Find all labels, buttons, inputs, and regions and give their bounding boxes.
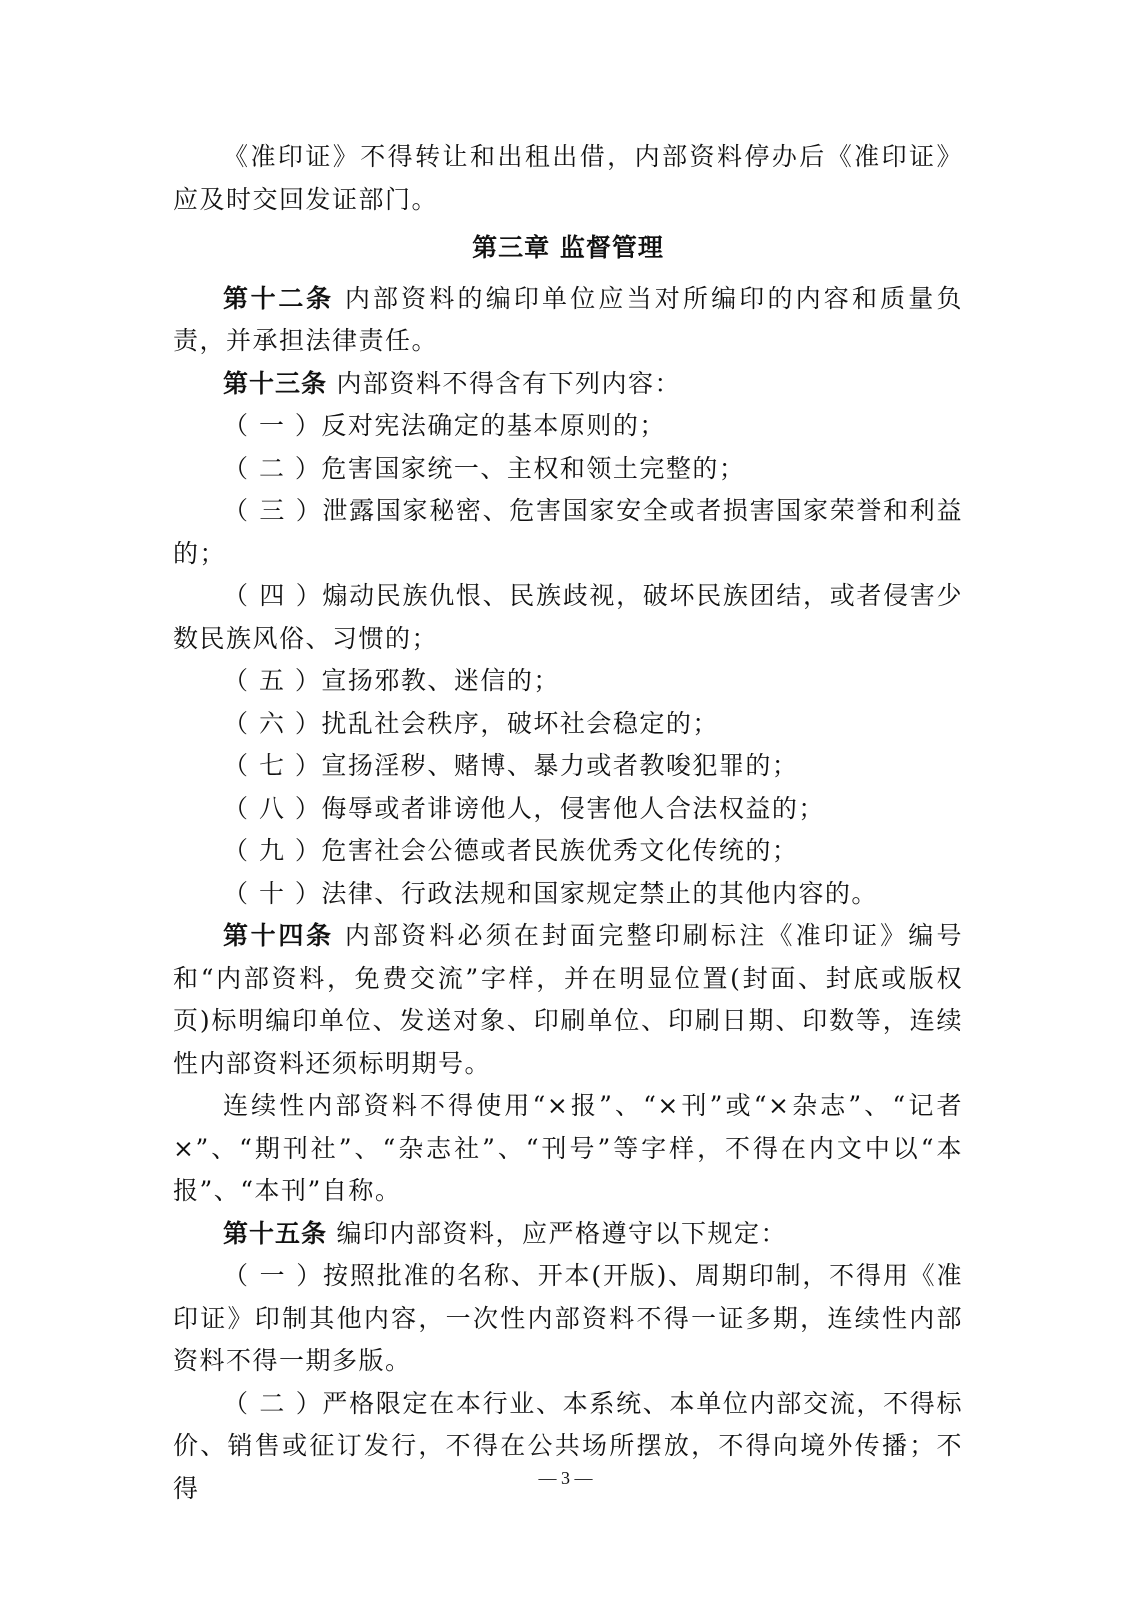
list-item: （ 三 ）泄露国家秘密、危害国家安全或者损害国家荣誉和利益的； [173,496,963,568]
article-14-paragraph-2: 连续性内部资料不得使用“×报”、“×刊”或“×杂志”、“记者×”、“期刊社”、“杂志社”、“刊号”等字样，不得在内文中以“本报”、“本刊”自称。 [173,1091,963,1205]
article-label: 第十五条 [223,1218,328,1248]
chapter-title: 第三章 监督管理 [472,233,664,262]
article-12 [173,278,963,363]
list-item: （ 一 ）按照批准的名称、开本(开版)、周期印制，不得用《准印证》印制其他内容，一次性内部资料不得一证多期，连续性内部资料不得一期多版。 [173,1261,963,1375]
list-item: （ 四 ）煽动民族仇恨、民族歧视，破坏民族团结，或者侵害少数民族风俗、习惯的； [173,581,963,653]
list-item: （ 五 ）宣扬邪教、迷信的； [223,666,560,695]
article-label: 第十三条 [223,368,328,398]
list-item: （ 一 ）反对宪法确定的基本原则的； [223,411,666,440]
article-label: 第十四条 [223,921,334,950]
list-item: （ 九 ）危害社会公德或者民族优秀文化传统的； [223,836,799,865]
list-item: （ 七 ）宣扬淫秽、赌博、暴力或者教唆犯罪的； [223,751,799,780]
article-13 [173,363,963,406]
article-text: 内部资料必须在封面完整印刷标注《准印证》编号和“内部资料，免费交流”字样，并在明显位置(封面、封底或版权页)标明编印单位、发送对象、印刷单位、印刷日期、印数等，连续性内部资料还须标明期号。 [173,921,963,1078]
list-item: （ 八 ）侮辱或者诽谤他人，侵害他人合法权益的； [223,793,825,823]
list-item: （ 十 ）法律、行政法规和国家规定禁止的其他内容的。 [223,878,878,908]
article-14 [173,915,963,1085]
list-item: （ 六 ）扰乱社会秩序，破坏社会稳定的； [223,708,719,738]
document-body [173,136,963,1510]
list-item: （ 二 ）严格限定在本行业、本系统、本单位内部交流，不得标价、销售或征订发行，不得在公共场所摆放，不得向境外传播；不得 [173,1388,963,1503]
article-text: 内部资料不得含有下列内容： [327,368,681,398]
article-15 [173,1213,963,1256]
article-text: 内部资料的编印单位应当对所编印的内容和质量负责，并承担法律责任。 [173,283,963,355]
article-label: 第十二条 [223,283,334,313]
paragraph-continuation: 《准印证》不得转让和出租出借，内部资料停办后《准印证》应及时交回发证部门。 [173,142,963,214]
list-item: （ 二 ）危害国家统一、主权和领土完整的； [223,453,746,483]
article-text: 编印内部资料，应严格遵守以下规定： [327,1218,787,1248]
page-number: — 3 — [538,1468,593,1488]
